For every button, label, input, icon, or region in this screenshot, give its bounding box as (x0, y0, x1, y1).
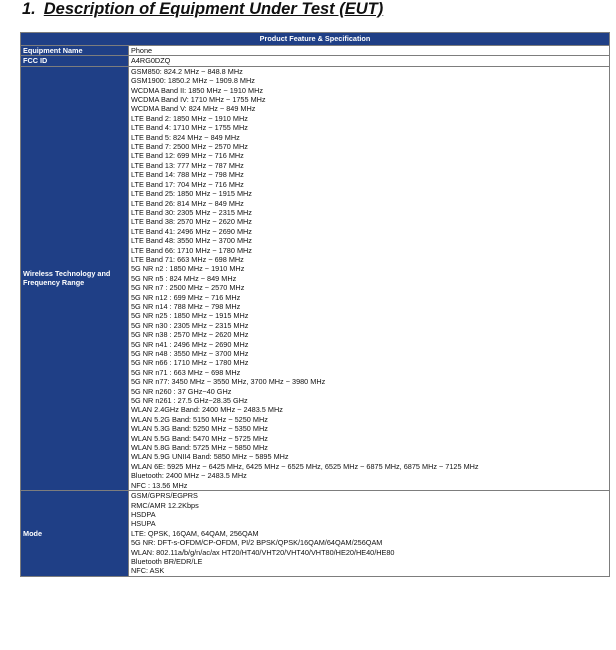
frequency-line: LTE Band 14: 788 MHz ~ 798 MHz (131, 170, 244, 180)
fcc-id-row (21, 56, 610, 66)
mode-line: 5G NR: DFT-s-OFDM/CP-OFDM, PI/2 BPSK/QPSK/16QAM/64QAM/256QAM (131, 538, 383, 548)
mode-line: NFC: ASK (131, 566, 165, 576)
frequency-line: 5G NR n38 : 2570 MHz ~ 2620 MHz (131, 330, 249, 340)
frequency-line: LTE Band 38: 2570 MHz ~ 2620 MHz (131, 217, 252, 227)
frequency-line: LTE Band 25: 1850 MHz ~ 1915 MHz (131, 189, 252, 199)
mode-line: HSDPA (131, 509, 156, 519)
frequency-line: NFC : 13.56 MHz (131, 480, 188, 490)
frequency-line: LTE Band 71: 663 MHz ~ 698 MHz (131, 254, 244, 264)
frequency-line: LTE Band 17: 704 MHz ~ 716 MHz (131, 179, 244, 189)
section-title: Description of Equipment Under Test (EUT) (43, 0, 384, 18)
frequency-line: 5G NR n260 : 37 GHz~40 GHz (131, 386, 232, 396)
frequency-line: LTE Band 41: 2496 MHz ~ 2690 MHz (131, 226, 252, 236)
frequency-line: LTE Band 12: 699 MHz ~ 716 MHz (131, 151, 244, 161)
section-heading (22, 0, 383, 18)
frequency-line: LTE Band 26: 814 MHz ~ 849 MHz (131, 198, 244, 208)
frequency-line: WLAN 5.3G Band: 5250 MHz ~ 5350 MHz (131, 424, 268, 434)
equipment-name-value: Phone (129, 46, 610, 56)
frequency-line: GSM850: 824.2 MHz ~ 848.8 MHz (131, 66, 243, 76)
frequency-line: WLAN 5.8G Band: 5725 MHz ~ 5850 MHz (131, 443, 268, 453)
frequency-line: LTE Band 48: 3550 MHz ~ 3700 MHz (131, 236, 252, 246)
frequency-line: WCDMA Band V: 824 MHz ~ 849 MHz (131, 104, 256, 114)
mode-label: Mode (21, 491, 129, 577)
table-header: Product Feature & Specification (21, 33, 610, 46)
equipment-name-label: Equipment Name (21, 46, 129, 56)
frequency-line: WLAN 6E: 5925 MHz ~ 6425 MHz, 6425 MHz ~ 6525 MHz, 6525 MHz ~ 6875 MHz, 6875 MHz ~ 7125 MHz (131, 461, 479, 471)
frequency-line: 5G NR n2 : 1850 MHz ~ 1910 MHz (131, 264, 245, 274)
frequency-line: LTE Band 5: 824 MHz ~ 849 MHz (131, 132, 240, 142)
equipment-name-row (21, 46, 610, 56)
frequency-line: 5G NR n71 : 663 MHz ~ 698 MHz (131, 367, 241, 377)
frequency-line: WCDMA Band IV: 1710 MHz ~ 1755 MHz (131, 95, 266, 105)
frequency-line: LTE Band 7: 2500 MHz ~ 2570 MHz (131, 142, 248, 152)
frequency-line: WLAN 2.4GHz Band: 2400 MHz ~ 2483.5 MHz (131, 405, 283, 415)
frequency-line: Bluetooth: 2400 MHz ~ 2483.5 MHz (131, 471, 247, 481)
mode-row (21, 491, 610, 577)
frequency-line: LTE Band 66: 1710 MHz ~ 1780 MHz (131, 245, 252, 255)
fcc-id-label: FCC ID (21, 56, 129, 66)
frequency-line: 5G NR n30 : 2305 MHz ~ 2315 MHz (131, 320, 249, 330)
mode-line: RMC/AMR 12.2Kbps (131, 500, 199, 510)
frequency-line: LTE Band 4: 1710 MHz ~ 1755 MHz (131, 123, 248, 133)
wireless-frequency-list (129, 66, 610, 490)
wireless-row (21, 66, 610, 490)
mode-line: Bluetooth BR/EDR/LE (131, 556, 203, 566)
frequency-line: LTE Band 30: 2305 MHz ~ 2315 MHz (131, 207, 252, 217)
mode-line: GSM/GPRS/EGPRS (131, 491, 198, 501)
frequency-line: 5G NR n77: 3450 MHz ~ 3550 MHz, 3700 MHz ~ 3980 MHz (131, 377, 326, 387)
mode-line: LTE: QPSK, 16QAM, 64QAM, 256QAM (131, 528, 259, 538)
frequency-line: WCDMA Band II: 1850 MHz ~ 1910 MHz (131, 85, 264, 95)
mode-list (129, 491, 610, 577)
table-header-row (21, 33, 610, 46)
frequency-line: WLAN 5.2G Band: 5150 MHz ~ 5250 MHz (131, 414, 268, 424)
frequency-line: 5G NR n261 : 27.5 GHz~28.35 GHz (131, 396, 248, 406)
product-spec-table (20, 32, 610, 577)
frequency-line: WLAN 5.5G Band: 5470 MHz ~ 5725 MHz (131, 433, 268, 443)
frequency-line: LTE Band 2: 1850 MHz ~ 1910 MHz (131, 113, 248, 123)
wireless-label: Wireless Technology and Frequency Range (21, 66, 129, 490)
frequency-line: 5G NR n5 : 824 MHz ~ 849 MHz (131, 273, 237, 283)
frequency-line: 5G NR n25 : 1850 MHz ~ 1915 MHz (131, 311, 249, 321)
frequency-line: 5G NR n41 : 2496 MHz ~ 2690 MHz (131, 339, 249, 349)
frequency-line: LTE Band 13: 777 MHz ~ 787 MHz (131, 160, 244, 170)
frequency-line: GSM1900: 1850.2 MHz ~ 1909.8 MHz (131, 76, 255, 86)
frequency-line: 5G NR n66 : 1710 MHz ~ 1780 MHz (131, 358, 249, 368)
frequency-line: WLAN 5.9G UNII4 Band: 5850 MHz ~ 5895 MHz (131, 452, 289, 462)
section-number: 1. (22, 0, 36, 18)
frequency-line: 5G NR n12 : 699 MHz ~ 716 MHz (131, 292, 241, 302)
frequency-line: 5G NR n7 : 2500 MHz ~ 2570 MHz (131, 283, 245, 293)
frequency-line: 5G NR n48 : 3550 MHz ~ 3700 MHz (131, 349, 249, 358)
fcc-id-value: A4RG0DZQ (129, 56, 610, 66)
frequency-line: 5G NR n14 : 788 MHz ~ 798 MHz (131, 301, 241, 311)
mode-line: WLAN: 802.11a/b/g/n/ac/ax HT20/HT40/VHT20/VHT40/VHT80/HE20/HE40/HE80 (131, 547, 395, 557)
mode-line: HSUPA (131, 519, 156, 529)
